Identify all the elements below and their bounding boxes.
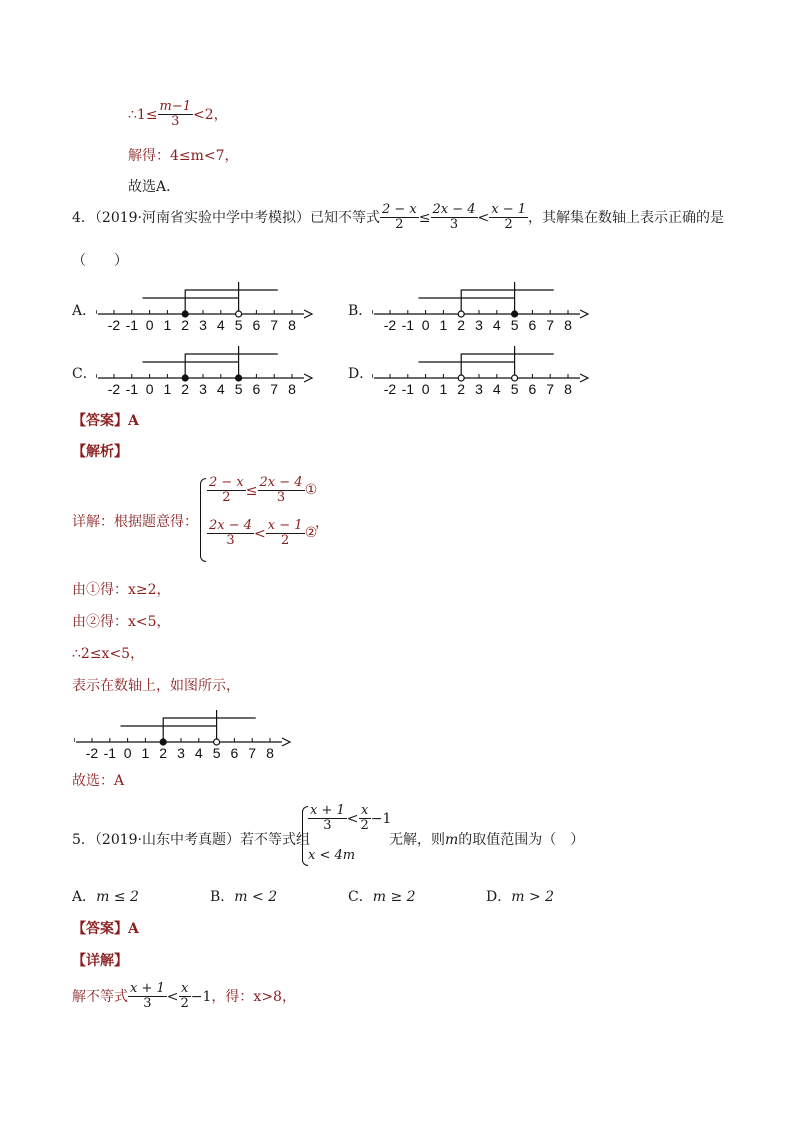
ray-right bbox=[163, 718, 256, 742]
q4-sys2-den-b: 2 bbox=[266, 533, 305, 548]
q4-option-c-label[interactable]: C． bbox=[72, 366, 97, 382]
axis-tick-label: 7 bbox=[248, 745, 257, 761]
q4-rel-2: < bbox=[477, 209, 490, 226]
axis-tick-label: 5 bbox=[510, 317, 519, 333]
q4-option-b-label[interactable]: B． bbox=[348, 303, 373, 319]
q4-answer: 【答案】A bbox=[72, 413, 139, 429]
q5-s1-rel: < bbox=[346, 810, 359, 827]
q4-option-d-label[interactable]: D． bbox=[348, 366, 374, 382]
q5-i-den-b: 2 bbox=[180, 996, 189, 1012]
q5-option-a-label: A． bbox=[72, 889, 97, 905]
q5-s1-num-b: x bbox=[360, 803, 369, 818]
q4-sys1-frac-b bbox=[258, 476, 305, 506]
q4-from1-val: x≥2， bbox=[128, 582, 171, 598]
q5-s1-frac-b bbox=[359, 804, 371, 834]
q5-i-den-a: 3 bbox=[128, 996, 167, 1011]
endpoint-right bbox=[512, 311, 518, 317]
axis-tick-label: -1 bbox=[125, 381, 139, 397]
q5-i-frac-b bbox=[179, 982, 191, 1012]
axis-tick-label: 7 bbox=[546, 381, 555, 397]
q4-rel-1: ≤ bbox=[418, 209, 431, 226]
q5-solve-val: x>8， bbox=[253, 988, 296, 1005]
axis-tick-label: 8 bbox=[288, 317, 296, 333]
q4-sys1-den-a: 2 bbox=[207, 490, 246, 505]
axis-arrow bbox=[580, 310, 588, 318]
q5-option-b-label: B． bbox=[210, 889, 235, 905]
q4-system-brace bbox=[200, 478, 206, 562]
q4-number-line-c bbox=[96, 346, 316, 398]
endpoint-right bbox=[214, 739, 220, 745]
axis-tick-label: 8 bbox=[266, 745, 274, 761]
axis-arrow bbox=[282, 738, 290, 746]
q4-sys1-den-b: 3 bbox=[258, 490, 305, 505]
q4-frac-2 bbox=[431, 203, 478, 233]
axis-tick-label: 0 bbox=[421, 381, 430, 397]
q4-frac-1 bbox=[380, 203, 419, 233]
axis-tick-label: 3 bbox=[199, 317, 207, 333]
ray-right bbox=[185, 290, 278, 314]
axis-arrow bbox=[580, 374, 588, 382]
q4-on-axis: 表示在数轴上，如图所示， bbox=[72, 678, 240, 694]
q4-f2-num: 2x − 4 bbox=[432, 202, 476, 217]
axis-tick-label: 4 bbox=[216, 317, 225, 333]
q4-option-a-label[interactable]: A． bbox=[72, 303, 97, 319]
ray-right bbox=[461, 354, 554, 378]
axis-tick-label: 0 bbox=[145, 381, 154, 397]
axis-tick-label: 8 bbox=[564, 381, 572, 397]
axis-tick-label: 4 bbox=[194, 745, 203, 761]
axis-tick-label: 5 bbox=[212, 745, 221, 761]
axis-tick-label: 6 bbox=[230, 745, 239, 761]
axis-tick-label: 2 bbox=[181, 317, 190, 333]
prev-frac-num: m−1 bbox=[159, 99, 192, 114]
axis-tick-label: -2 bbox=[107, 317, 121, 333]
q5-detail: 【详解】 bbox=[72, 953, 128, 969]
q4-f3-num: x − 1 bbox=[491, 202, 527, 217]
endpoint-left bbox=[182, 311, 188, 317]
axis-tick-label: 0 bbox=[145, 317, 154, 333]
axis-tick-label: 6 bbox=[528, 317, 537, 333]
q5-tail-line bbox=[389, 829, 584, 849]
q5-option-b-expr: m < 2 bbox=[234, 889, 278, 905]
q5-option-d-label: D． bbox=[486, 889, 512, 905]
q5-option-a[interactable] bbox=[72, 886, 139, 906]
axis-tick-label: 1 bbox=[163, 317, 172, 333]
axis-tick-label: 6 bbox=[528, 381, 537, 397]
axis-tick-label: 2 bbox=[159, 745, 168, 761]
prev-solve-line bbox=[128, 145, 239, 165]
axis-tick-label: 0 bbox=[421, 317, 430, 333]
q4-frac-3 bbox=[489, 203, 528, 233]
q4-sys2-num-a: 2x − 4 bbox=[209, 518, 253, 533]
prev-frac-den: 3 bbox=[158, 114, 194, 129]
q4-choose: 故选：A bbox=[72, 773, 125, 789]
q4-from1-line bbox=[72, 579, 171, 599]
q5-option-c-label: C． bbox=[348, 889, 373, 905]
axis-tick-label: -2 bbox=[85, 745, 99, 761]
q5-option-b[interactable] bbox=[210, 886, 277, 906]
axis-tick-label: 5 bbox=[234, 381, 243, 397]
axis-tick-label: 5 bbox=[234, 317, 243, 333]
axis-tick-label: 6 bbox=[252, 317, 261, 333]
prev-choose: 故选A． bbox=[128, 179, 181, 195]
q4-paren: （ ） bbox=[72, 253, 128, 269]
axis-tick-label: -1 bbox=[401, 381, 415, 397]
q5-tail2: 的取值范围为（ ） bbox=[458, 832, 585, 848]
q5-var: m bbox=[445, 832, 459, 848]
q4-f1-num: 2 − x bbox=[382, 202, 417, 217]
q5-option-a-expr: m ≤ 2 bbox=[96, 889, 139, 905]
q5-option-c[interactable] bbox=[348, 886, 416, 906]
prev-fraction bbox=[158, 100, 194, 130]
axis-tick-label: -1 bbox=[103, 745, 117, 761]
axis-tick-label: 3 bbox=[199, 381, 207, 397]
q4-source: 4．（2019·河南省实验中学中考模拟）已知不等式 bbox=[72, 209, 380, 226]
axis-tick-label: 2 bbox=[457, 317, 466, 333]
axis-tick-label: 3 bbox=[177, 745, 185, 761]
axis-tick-label: 2 bbox=[457, 381, 466, 397]
prev-solve-value: 4≤m<7， bbox=[170, 148, 239, 164]
axis-tick-label: -2 bbox=[383, 381, 397, 397]
axis-tick-label: 2 bbox=[181, 381, 190, 397]
endpoint-left bbox=[160, 739, 166, 745]
q5-option-c-expr: m ≥ 2 bbox=[372, 889, 416, 905]
q5-system-row-1 bbox=[308, 804, 391, 834]
axis-tick-label: -2 bbox=[107, 381, 121, 397]
q5-option-d-expr: m > 2 bbox=[511, 889, 555, 905]
q5-i-num-b: x bbox=[180, 981, 189, 996]
axis-tick-label: -2 bbox=[383, 317, 397, 333]
axis-tick-label: 0 bbox=[123, 745, 132, 761]
q4-sys1-rel: ≤ bbox=[245, 482, 258, 499]
endpoint-left bbox=[458, 311, 464, 317]
axis-tick-label: 6 bbox=[252, 381, 261, 397]
q4-sys2-frac-a bbox=[207, 519, 254, 549]
axis-tick-label: 7 bbox=[270, 381, 279, 397]
q4-sys2-num-b: x − 1 bbox=[267, 518, 303, 533]
axis-arrow bbox=[304, 310, 312, 318]
q4-analysis: 【解析】 bbox=[72, 444, 128, 460]
axis-tick-label: 1 bbox=[439, 381, 448, 397]
q5-i-frac-a bbox=[128, 982, 167, 1012]
prev-therefore-suffix: <2， bbox=[193, 106, 228, 123]
q5-s1-num: x + 1 bbox=[310, 803, 345, 818]
q4-f1-den: 2 bbox=[380, 217, 419, 232]
q4-from2-val: x<5， bbox=[128, 614, 171, 630]
q5-option-d[interactable] bbox=[486, 886, 554, 906]
prev-solve-label: 解得： bbox=[128, 148, 170, 164]
q4-sys1-num-a: 2 − x bbox=[209, 475, 244, 490]
q5-i-tail: −1 bbox=[190, 988, 212, 1005]
q4-from1: 由①得： bbox=[72, 582, 128, 598]
q5-solve-suffix: ，得： bbox=[211, 988, 254, 1005]
q4-sys1-frac-a bbox=[207, 476, 246, 506]
q4-sys1-num-b: 2x − 4 bbox=[259, 475, 303, 490]
endpoint-right bbox=[236, 375, 242, 381]
endpoint-right bbox=[236, 311, 242, 317]
axis-tick-label: 4 bbox=[492, 317, 501, 333]
axis-tick-label: 4 bbox=[492, 381, 501, 397]
axis-tick-label: 3 bbox=[475, 317, 483, 333]
axis-tick-label: -1 bbox=[125, 317, 139, 333]
q5-s1-den-b: 2 bbox=[360, 818, 369, 834]
axis-tick-label: -1 bbox=[401, 317, 415, 333]
q5-i-rel: < bbox=[166, 988, 179, 1005]
q5-answer: 【答案】A bbox=[72, 921, 139, 937]
q4-stem bbox=[72, 203, 724, 233]
q4-sys2-rel: < bbox=[254, 525, 266, 542]
q4-from2: 由②得： bbox=[72, 614, 128, 630]
axis-tick-label: 5 bbox=[510, 381, 519, 397]
ray-right bbox=[185, 354, 278, 378]
axis-tick-label: 8 bbox=[564, 317, 572, 333]
ray-right bbox=[461, 290, 554, 314]
q4-system-row-2 bbox=[207, 519, 318, 549]
axis-tick-label: 4 bbox=[216, 381, 225, 397]
q5-s1-frac-a bbox=[308, 804, 347, 834]
prev-therefore-prefix: ∴1≤ bbox=[128, 106, 158, 123]
q4-system-row-1 bbox=[207, 476, 318, 506]
axis-tick-label: 3 bbox=[475, 381, 483, 397]
prev-therefore-line bbox=[128, 100, 228, 130]
endpoint-left bbox=[182, 375, 188, 381]
q5-solve-line bbox=[72, 982, 296, 1012]
q4-system-tail: ， bbox=[315, 515, 329, 531]
q4-number-line-d bbox=[372, 346, 592, 398]
q5-s1-tail: −1 bbox=[370, 810, 392, 827]
endpoint-right bbox=[512, 375, 518, 381]
q4-number-line-a bbox=[96, 272, 316, 334]
axis-tick-label: 7 bbox=[546, 317, 555, 333]
q4-sys2-mark: ② bbox=[304, 525, 318, 542]
q5-system-row-2: x < 4m bbox=[308, 848, 356, 863]
q4-number-line-b bbox=[372, 272, 592, 334]
q4-sys2-frac-b bbox=[266, 519, 305, 549]
q4-solution-number-line bbox=[74, 700, 294, 762]
q5-tail: 无解，则 bbox=[389, 832, 445, 848]
q4-therefore: ∴2≤x<5， bbox=[72, 646, 145, 662]
q4-detail-label: 详解：根据题意得： bbox=[72, 514, 198, 530]
axis-tick-label: 1 bbox=[439, 317, 448, 333]
q5-i-num-a: x + 1 bbox=[130, 981, 165, 996]
q4-from2-line bbox=[72, 611, 171, 631]
axis-tick-label: 7 bbox=[270, 317, 279, 333]
endpoint-left bbox=[458, 375, 464, 381]
axis-tick-label: 1 bbox=[141, 745, 150, 761]
axis-arrow bbox=[304, 374, 312, 382]
q4-f2-den: 3 bbox=[431, 217, 478, 232]
axis-tick-label: 1 bbox=[163, 381, 172, 397]
q5-solve-prefix: 解不等式 bbox=[72, 988, 128, 1005]
axis-tick-label: 8 bbox=[288, 381, 296, 397]
q4-f3-den: 2 bbox=[489, 217, 528, 232]
q4-sys2-den-a: 3 bbox=[207, 533, 254, 548]
q4-sys1-mark: ① bbox=[304, 482, 318, 499]
q5-s1-den: 3 bbox=[308, 818, 347, 833]
q4-tail: ，其解集在数轴上表示正确的是 bbox=[528, 209, 725, 226]
q5-lead: 5．（2019·山东中考真题）若不等式组 bbox=[72, 832, 310, 848]
